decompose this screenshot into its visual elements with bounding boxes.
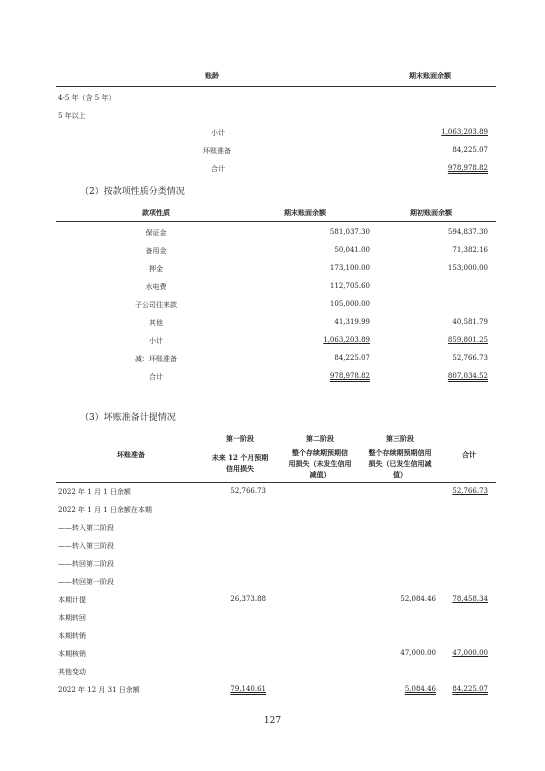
- t2-row-end: 1,063,203.89: [323, 336, 370, 344]
- t3-row-label: 其他变动: [58, 668, 86, 676]
- t2-row-end: 978,978.82: [329, 372, 370, 380]
- t2-header-rule: [56, 221, 496, 222]
- t3-header-label: 坏账准备: [117, 450, 145, 459]
- t3-row-label: 本期转回: [58, 614, 86, 622]
- t3-header-stage2-sub: 用损失（未发生信用: [288, 459, 352, 468]
- t2-row-end: 84,225.07: [334, 354, 370, 362]
- t2-row-end: 50,041.00: [334, 246, 370, 254]
- section-3-title: （3）坏账准备计提情况: [80, 413, 176, 423]
- t1-row-label: 4-5 年（含 5 年）: [58, 94, 116, 102]
- t3-header-stage2: 第二阶段: [306, 434, 334, 443]
- t3-header-stage2-sub: 整个存续期预期信: [292, 448, 348, 457]
- t3-row-label: ——转回第二阶段: [58, 560, 114, 568]
- t2-row-label: 押金: [149, 265, 163, 273]
- t2-header-type: 款项性质: [142, 208, 170, 217]
- t2-row-label: 小计: [149, 337, 163, 345]
- t1-header-aging: 账龄: [205, 71, 219, 80]
- t3-row-total: 47,000.00: [452, 649, 488, 657]
- t2-row-begin: 52,766.73: [452, 354, 488, 362]
- t2-row-end: 41,319.99: [334, 318, 370, 326]
- t1-header-end-balance: 期末账面余额: [409, 71, 451, 80]
- t2-row-end: 173,100.00: [329, 264, 370, 272]
- t1-header-rule: [56, 86, 496, 87]
- t3-row-label: 2022 年 12 月 31 日余额: [58, 686, 140, 694]
- t2-row-begin: 71,382.16: [452, 246, 488, 254]
- t2-row-end: 105,000.00: [329, 300, 370, 308]
- t3-row-stage1: 79,140.61: [230, 685, 266, 693]
- t2-row-label: 减：坏账准备: [135, 355, 177, 363]
- t2-row-label: 合计: [149, 373, 163, 381]
- t3-row-label: ——转回第一阶段: [58, 578, 114, 586]
- t3-row-total: 84,225.07: [452, 685, 488, 693]
- t1-row-label: 小计: [211, 129, 225, 137]
- page-number: 127: [263, 716, 282, 726]
- t3-header-stage2-sub: 减值）: [309, 470, 331, 479]
- t3-row-label: ——转入第二阶段: [58, 524, 114, 532]
- t2-header-end: 期末账面余额: [284, 208, 326, 217]
- t3-header-stage3-sub: 值）: [393, 470, 407, 479]
- t3-header-stage3-sub: 整个存续期预期信用: [368, 448, 432, 457]
- t3-header-stage3: 第三阶段: [386, 434, 414, 443]
- t2-row-label: 其他: [149, 319, 163, 327]
- t3-header-stage1-sub: 未来 12 个月预期: [211, 453, 269, 462]
- t3-row-stage1: 26,373.88: [230, 595, 266, 603]
- t1-row-value: 1,063,203.89: [441, 128, 488, 136]
- section-2-title: （2）按款项性质分类情况: [80, 187, 185, 197]
- t3-row-label: 本期核销: [58, 650, 86, 658]
- t2-header-begin: 期初账面余额: [410, 208, 452, 217]
- t3-header-stage1: 第一阶段: [226, 434, 254, 443]
- t3-row-label: 2022 年 1 月 1 日余额: [58, 488, 131, 496]
- t3-row-label: 本期转销: [58, 632, 86, 640]
- t2-row-label: 保证金: [145, 229, 167, 237]
- t2-row-begin: 153,000.00: [447, 264, 488, 272]
- t3-row-stage1: 52,766.73: [230, 487, 266, 495]
- t1-row-label: 坏账准备: [203, 147, 231, 155]
- t3-row-stage3: 47,000.00: [400, 649, 436, 657]
- t2-row-begin: 40,581.79: [452, 318, 488, 326]
- t2-row-end: 581,037.30: [329, 228, 370, 236]
- t3-row-total: 52,766.73: [452, 487, 488, 495]
- t3-header-stage3-sub: 损失（已发生信用减: [368, 459, 432, 468]
- t3-row-label: ——转入第三阶段: [58, 542, 114, 550]
- t3-header-rule: [56, 482, 496, 483]
- t2-row-label: 备用金: [145, 247, 167, 255]
- t2-row-begin: 807,034.52: [447, 372, 488, 380]
- t1-row-label: 合计: [211, 165, 225, 173]
- t3-row-stage3: 5,084.46: [404, 685, 436, 693]
- t3-row-stage3: 52,084.46: [400, 595, 436, 603]
- t1-row-value: 978,978.82: [447, 164, 488, 172]
- t3-row-label: 本期计提: [58, 596, 86, 604]
- t2-row-label: 水电费: [145, 283, 167, 291]
- t3-header-total: 合计: [462, 450, 476, 459]
- t1-row-label: 5 年以上: [58, 112, 86, 120]
- t2-row-begin: 859,801.25: [447, 336, 488, 344]
- t2-row-end: 112,705.60: [329, 282, 370, 290]
- t1-row-value: 84,225.07: [452, 146, 488, 154]
- t3-header-stage1-sub: 信用损失: [226, 464, 254, 473]
- t2-row-label: 子公司往来款: [135, 301, 177, 309]
- t3-row-total: 78,458.34: [452, 595, 488, 603]
- t3-row-label: 2022 年 1 月 1 日余额在本期: [58, 506, 152, 514]
- t2-row-begin: 594,837.30: [447, 228, 488, 236]
